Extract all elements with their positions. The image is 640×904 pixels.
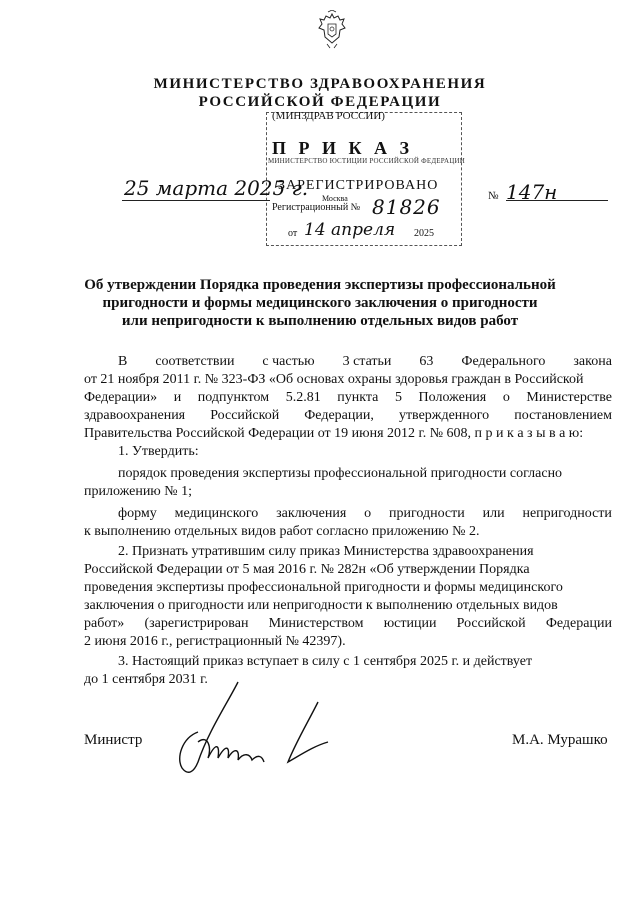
word: утвержденного [398,408,490,423]
word: с частью [262,354,315,369]
word: (зарегистрирован [144,616,249,631]
signatory-name: М.А. Мурашко [512,732,608,748]
body-line: заключения о пригодности или непригодности к выполнению отдельных видов [84,598,558,613]
body-line: приложению № 1; [84,484,193,499]
order-number-sign: № [488,190,499,202]
word: непригодности [522,506,612,521]
body-line: порядок проведения экспертизы профессиональной пригодности согласно [118,466,563,481]
word: о [502,390,510,405]
word: медицинского [174,506,259,521]
body-line: 2. Признать утратившим силу приказ Министерства здравоохранения [118,544,534,559]
word: юстиции [383,616,437,631]
registration-year: 2025 [414,228,434,239]
coat-of-arms-icon [316,10,348,50]
registration-number: 81826 [372,195,441,219]
body-line [84,615,612,632]
word: закона [573,354,612,369]
body-line [84,389,612,406]
word: 63 [419,354,434,369]
word: пункта [337,390,379,405]
body-line: 3. Настоящий приказ вступает в силу с 1 сентября 2025 г. и действует [118,654,533,669]
body-line: 2 июня 2016 г., регистрационный № 42397). [84,634,346,649]
word: постановлением [514,408,612,423]
document-title-line3: или непригодности к выполнению отдельных видов работ [121,313,519,329]
word: подпунктом [197,390,270,405]
word: Российской [456,616,526,631]
body-line: до 1 сентября 2031 г. [84,672,208,687]
word: Российской [210,408,280,423]
stamp-ministry-of-justice: МИНИСТЕРСТВО ЮСТИЦИИ РОССИЙСКОЙ ФЕДЕРАЦИИ [268,157,465,165]
signatory-position: Министр [84,732,143,748]
word: 5 [394,390,402,405]
body-line [118,353,612,370]
body-line [118,505,612,522]
word: соответствии [155,354,235,369]
word: В [118,354,128,369]
word: Положения [418,390,487,405]
word: здравоохранения [84,408,186,423]
word: Министерстве [526,390,612,405]
word: работ» [84,616,125,631]
body-line: Правительства Российской Федерации от 19 июня 2012 г. № 608, п р и к а з ы в а ю: [84,426,584,441]
order-heading: П Р И К А З [272,138,414,158]
registration-date: 14 апреля [304,220,396,240]
registration-city: Москва [322,194,348,203]
registration-date-prefix: от [288,228,298,239]
body-line: от 21 ноября 2011 г. № 323-ФЗ «Об основах охраны здоровья граждан в Российской [84,372,584,387]
order-date: 25 марта 2025 г. [124,176,309,200]
body-line: проведения экспертизы профессиональной пригодности и формы медицинского [84,580,563,595]
word: форму [118,506,157,521]
body-line: к выполнению отдельных видов работ согласно приложению № 2. [84,524,480,539]
order-number: 147н [506,180,558,204]
word: о [364,506,372,521]
word: заключения [276,506,347,521]
word: и [173,390,182,405]
word: или [482,506,505,521]
word: 5.2.81 [285,390,321,405]
body-line: 1. Утвердить: [118,444,199,459]
word: Министерством [268,616,364,631]
word: пригодности [388,506,465,521]
registration-number-label: Регистрационный № [272,202,361,213]
handwritten-signature [168,672,358,782]
document-title-line2: пригодности и формы медицинского заключения о пригодности [102,295,538,311]
ministry-name-line1: МИНИСТЕРСТВО ЗДРАВООХРАНЕНИЯ [153,76,487,92]
word: Федерации, [304,408,374,423]
word: Федерации [545,616,612,631]
ministry-abbreviation: (МИНЗДРАВ РОССИИ) [272,110,385,122]
word: Федерации» [84,390,158,405]
order-number-underline [506,200,608,201]
registration-title: ЗАРЕГИСТРИРОВАНО [278,178,439,193]
word: Федерального [461,354,546,369]
ministry-name-line2: РОССИЙСКОЙ ФЕДЕРАЦИИ [198,94,442,110]
document-title-line1: Об утверждении Порядка проведения экспертизы профессиональной [84,277,556,293]
order-date-underline [122,200,270,201]
word: 3 статьи [342,354,392,369]
body-line: Российской Федерации от 5 мая 2016 г. № 282н «Об утверждении Порядка [84,562,530,577]
body-line [84,407,612,424]
